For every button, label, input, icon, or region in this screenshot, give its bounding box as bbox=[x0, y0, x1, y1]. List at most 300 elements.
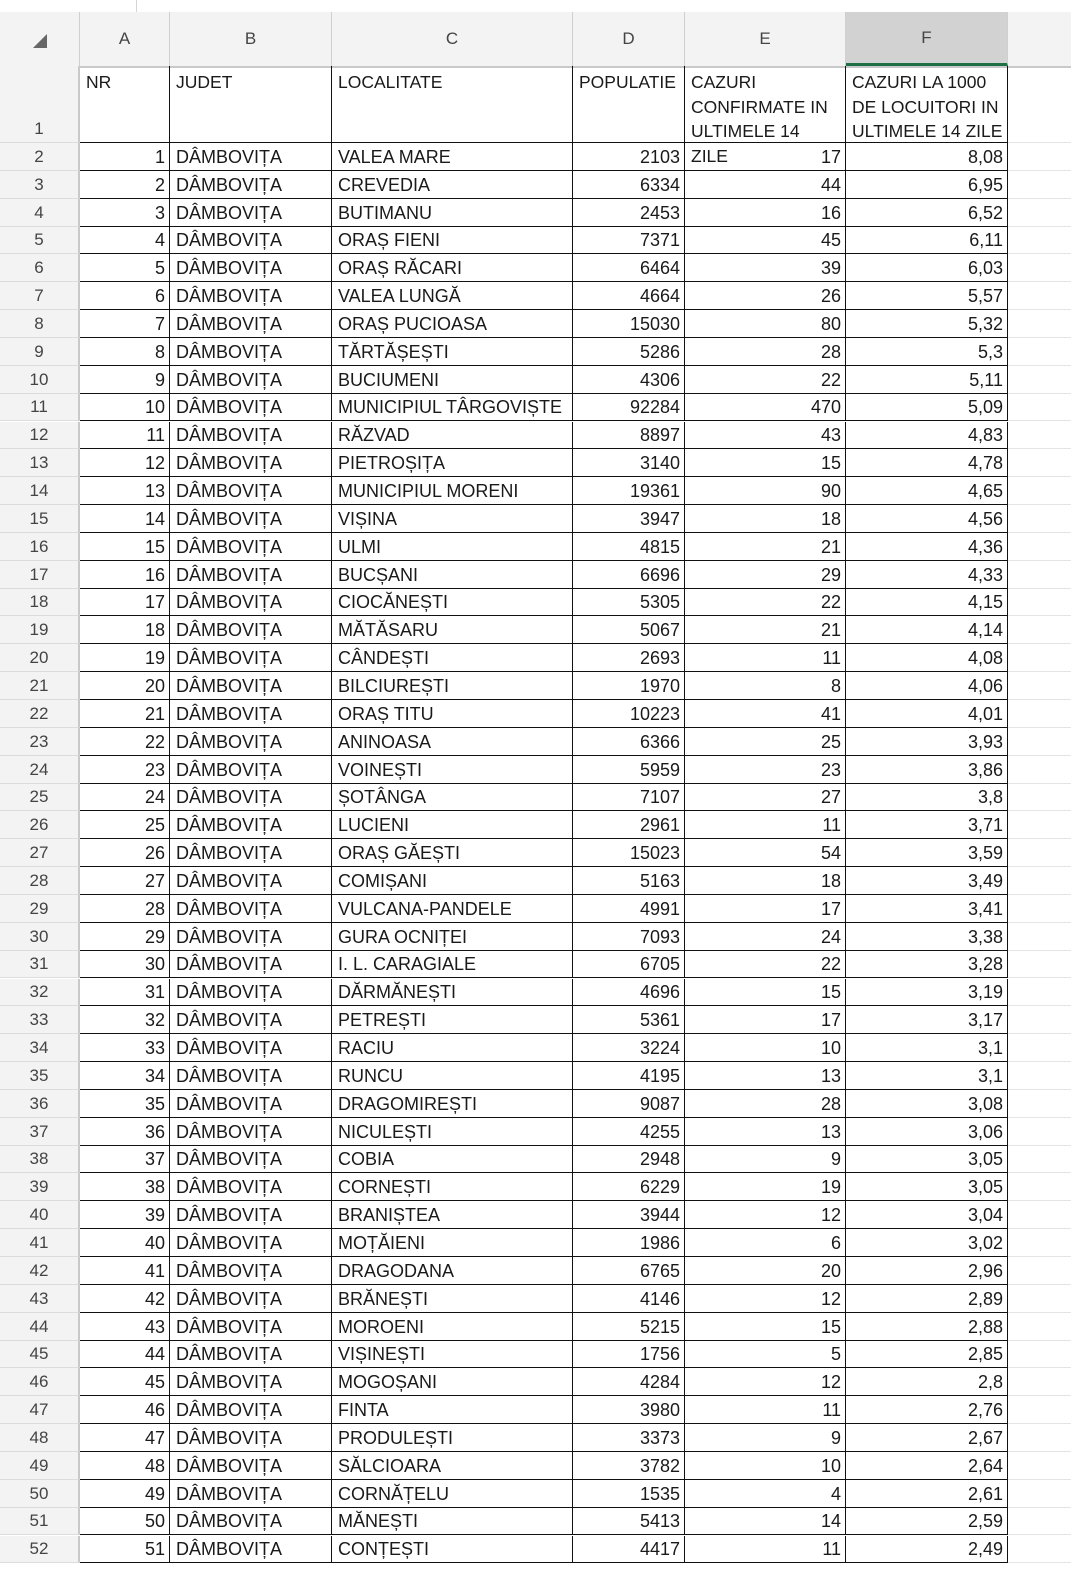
cell-populatie[interactable]: 7371 bbox=[573, 227, 685, 255]
cell-nr[interactable]: 44 bbox=[80, 1341, 170, 1369]
cell-nr[interactable]: 33 bbox=[80, 1034, 170, 1062]
empty-cell[interactable] bbox=[1008, 227, 1071, 255]
column-header-f[interactable]: F bbox=[846, 12, 1008, 66]
cell-localitate[interactable]: ORAȘ FIENI bbox=[332, 227, 573, 255]
cell-judet[interactable]: DÂMBOVIȚA bbox=[170, 1090, 332, 1118]
cell-rata[interactable]: 5,57 bbox=[846, 282, 1008, 310]
cell-localitate[interactable]: ORAȘ GĂEȘTI bbox=[332, 839, 573, 867]
cell-populatie[interactable]: 8897 bbox=[573, 422, 685, 450]
cell-rata[interactable]: 3,05 bbox=[846, 1173, 1008, 1201]
cell-cazuri[interactable]: 45 bbox=[685, 227, 846, 255]
empty-cell[interactable] bbox=[1008, 143, 1071, 171]
cell-nr[interactable]: 30 bbox=[80, 951, 170, 979]
cell-populatie[interactable]: 15030 bbox=[573, 310, 685, 338]
cell-populatie[interactable]: 3140 bbox=[573, 449, 685, 477]
cell-judet[interactable]: DÂMBOVIȚA bbox=[170, 1536, 332, 1564]
cell-judet[interactable]: DÂMBOVIȚA bbox=[170, 338, 332, 366]
cell-localitate[interactable]: COMIȘANI bbox=[332, 867, 573, 895]
row-header[interactable]: 24 bbox=[0, 756, 80, 784]
column-header-b[interactable]: B bbox=[170, 12, 332, 66]
cell-cazuri[interactable]: 22 bbox=[685, 951, 846, 979]
cell-rata[interactable]: 3,86 bbox=[846, 756, 1008, 784]
cell-localitate[interactable]: MOGOȘANI bbox=[332, 1368, 573, 1396]
cell-judet[interactable]: DÂMBOVIȚA bbox=[170, 616, 332, 644]
cell-rata[interactable]: 4,06 bbox=[846, 672, 1008, 700]
cell-judet[interactable]: DÂMBOVIȚA bbox=[170, 839, 332, 867]
empty-cell[interactable] bbox=[1008, 672, 1071, 700]
empty-cell[interactable] bbox=[1008, 1006, 1071, 1034]
cell-populatie[interactable]: 5286 bbox=[573, 338, 685, 366]
cell-judet[interactable]: DÂMBOVIȚA bbox=[170, 394, 332, 422]
empty-cell[interactable] bbox=[1008, 1118, 1071, 1146]
cell-judet[interactable]: DÂMBOVIȚA bbox=[170, 589, 332, 617]
cell-populatie[interactable]: 5413 bbox=[573, 1508, 685, 1536]
cell-localitate[interactable]: DĂRMĂNEȘTI bbox=[332, 979, 573, 1007]
cell-cazuri[interactable]: 14 bbox=[685, 1508, 846, 1536]
cell-rata[interactable]: 2,61 bbox=[846, 1480, 1008, 1508]
empty-cell[interactable] bbox=[1008, 1257, 1071, 1285]
cell-localitate[interactable]: I. L. CARAGIALE bbox=[332, 951, 573, 979]
cell-rata[interactable]: 2,89 bbox=[846, 1285, 1008, 1313]
cell-nr[interactable]: 4 bbox=[80, 227, 170, 255]
empty-cell[interactable] bbox=[1008, 1341, 1071, 1369]
empty-cell[interactable] bbox=[1008, 1090, 1071, 1118]
cell-populatie[interactable]: 2453 bbox=[573, 199, 685, 227]
cell-populatie[interactable]: 4195 bbox=[573, 1062, 685, 1090]
cell-populatie[interactable]: 4417 bbox=[573, 1536, 685, 1564]
row-header[interactable]: 8 bbox=[0, 310, 80, 338]
cell-rata[interactable]: 2,8 bbox=[846, 1368, 1008, 1396]
empty-cell[interactable] bbox=[1008, 477, 1071, 505]
cell-localitate[interactable]: COBIA bbox=[332, 1146, 573, 1174]
cell-nr[interactable]: 29 bbox=[80, 923, 170, 951]
row-header[interactable]: 32 bbox=[0, 979, 80, 1007]
cell-nr[interactable]: 26 bbox=[80, 839, 170, 867]
cell-cazuri[interactable]: 22 bbox=[685, 366, 846, 394]
cell-rata[interactable]: 2,64 bbox=[846, 1452, 1008, 1480]
empty-cell[interactable] bbox=[1008, 1146, 1071, 1174]
cell-rata[interactable]: 3,05 bbox=[846, 1146, 1008, 1174]
cell-judet[interactable]: DÂMBOVIȚA bbox=[170, 1062, 332, 1090]
row-header[interactable]: 17 bbox=[0, 561, 80, 589]
cell-cazuri[interactable]: 54 bbox=[685, 839, 846, 867]
cell-judet[interactable]: DÂMBOVIȚA bbox=[170, 227, 332, 255]
row-header[interactable]: 22 bbox=[0, 700, 80, 728]
cell-nr[interactable]: 50 bbox=[80, 1508, 170, 1536]
cell-cazuri[interactable]: 470 bbox=[685, 394, 846, 422]
cell-judet[interactable]: DÂMBOVIȚA bbox=[170, 171, 332, 199]
cell-populatie[interactable]: 6229 bbox=[573, 1173, 685, 1201]
row-header[interactable]: 34 bbox=[0, 1034, 80, 1062]
cell-cazuri[interactable]: 10 bbox=[685, 1452, 846, 1480]
cell-nr[interactable]: 1 bbox=[80, 143, 170, 171]
cell-judet[interactable]: DÂMBOVIȚA bbox=[170, 477, 332, 505]
cell-nr[interactable]: 46 bbox=[80, 1396, 170, 1424]
cell-localitate[interactable]: RACIU bbox=[332, 1034, 573, 1062]
row-header[interactable]: 38 bbox=[0, 1146, 80, 1174]
empty-cell[interactable] bbox=[1008, 979, 1071, 1007]
cell-cazuri[interactable]: 18 bbox=[685, 505, 846, 533]
cell-nr[interactable]: 32 bbox=[80, 1006, 170, 1034]
cell-cazuri[interactable]: 27 bbox=[685, 784, 846, 812]
cell-rata[interactable]: 3,71 bbox=[846, 811, 1008, 839]
cell-cazuri[interactable]: 23 bbox=[685, 756, 846, 784]
cell-localitate[interactable]: TĂRTĂȘEȘTI bbox=[332, 338, 573, 366]
row-header[interactable]: 26 bbox=[0, 811, 80, 839]
cell-cazuri[interactable]: 13 bbox=[685, 1118, 846, 1146]
empty-cell[interactable] bbox=[1008, 561, 1071, 589]
cell-localitate[interactable]: CORNEȘTI bbox=[332, 1173, 573, 1201]
row-header[interactable]: 31 bbox=[0, 951, 80, 979]
cell-cazuri[interactable]: 6 bbox=[685, 1229, 846, 1257]
cell-localitate[interactable]: LUCIENI bbox=[332, 811, 573, 839]
empty-cell[interactable] bbox=[1008, 338, 1071, 366]
cell-localitate[interactable]: VIȘINA bbox=[332, 505, 573, 533]
empty-cell[interactable] bbox=[1008, 700, 1071, 728]
cell-judet[interactable]: DÂMBOVIȚA bbox=[170, 1480, 332, 1508]
row-header[interactable]: 7 bbox=[0, 282, 80, 310]
row-header[interactable]: 29 bbox=[0, 895, 80, 923]
cell-nr[interactable]: 43 bbox=[80, 1313, 170, 1341]
cell-populatie[interactable]: 4991 bbox=[573, 895, 685, 923]
row-header[interactable]: 27 bbox=[0, 839, 80, 867]
cell-judet[interactable]: DÂMBOVIȚA bbox=[170, 561, 332, 589]
cell-cazuri[interactable]: 16 bbox=[685, 199, 846, 227]
cell-rata[interactable]: 4,78 bbox=[846, 449, 1008, 477]
cell-nr[interactable]: 25 bbox=[80, 811, 170, 839]
empty-cell[interactable] bbox=[1008, 394, 1071, 422]
cell-judet[interactable]: DÂMBOVIȚA bbox=[170, 533, 332, 561]
cell-localitate[interactable]: BRĂNEȘTI bbox=[332, 1285, 573, 1313]
cell-cazuri[interactable]: 15 bbox=[685, 1313, 846, 1341]
cell-localitate[interactable]: ULMI bbox=[332, 533, 573, 561]
cell-judet[interactable]: DÂMBOVIȚA bbox=[170, 728, 332, 756]
cell-populatie[interactable]: 2948 bbox=[573, 1146, 685, 1174]
empty-cell[interactable] bbox=[1008, 1452, 1071, 1480]
cell-rata[interactable]: 6,95 bbox=[846, 171, 1008, 199]
cell-header-judet[interactable]: JUDET bbox=[170, 66, 332, 143]
cell-nr[interactable]: 22 bbox=[80, 728, 170, 756]
cell-nr[interactable]: 37 bbox=[80, 1146, 170, 1174]
cell-populatie[interactable]: 1535 bbox=[573, 1480, 685, 1508]
cell-rata[interactable]: 2,67 bbox=[846, 1424, 1008, 1452]
cell-judet[interactable]: DÂMBOVIȚA bbox=[170, 1006, 332, 1034]
cell-populatie[interactable]: 2693 bbox=[573, 644, 685, 672]
cell-populatie[interactable]: 1756 bbox=[573, 1341, 685, 1369]
cell-cazuri[interactable]: 25 bbox=[685, 728, 846, 756]
row-header[interactable]: 18 bbox=[0, 589, 80, 617]
cell-judet[interactable]: DÂMBOVIȚA bbox=[170, 867, 332, 895]
cell-rata[interactable]: 3,02 bbox=[846, 1229, 1008, 1257]
row-header[interactable]: 37 bbox=[0, 1118, 80, 1146]
empty-cell[interactable] bbox=[1008, 1313, 1071, 1341]
empty-cell[interactable] bbox=[1008, 310, 1071, 338]
cell-localitate[interactable]: ȘOTÂNGA bbox=[332, 784, 573, 812]
cell-localitate[interactable]: VULCANA-PANDELE bbox=[332, 895, 573, 923]
cell-rata[interactable]: 2,49 bbox=[846, 1536, 1008, 1564]
cell-nr[interactable]: 45 bbox=[80, 1368, 170, 1396]
cell-localitate[interactable]: RUNCU bbox=[332, 1062, 573, 1090]
cell-rata[interactable]: 5,09 bbox=[846, 394, 1008, 422]
cell-localitate[interactable]: VALEA MARE bbox=[332, 143, 573, 171]
cell-rata[interactable]: 3,17 bbox=[846, 1006, 1008, 1034]
cell-localitate[interactable]: BRANIȘTEA bbox=[332, 1201, 573, 1229]
cell-nr[interactable]: 42 bbox=[80, 1285, 170, 1313]
cell-populatie[interactable]: 5215 bbox=[573, 1313, 685, 1341]
row-header[interactable]: 45 bbox=[0, 1341, 80, 1369]
row-header[interactable]: 1 bbox=[0, 66, 80, 143]
cell-populatie[interactable]: 10223 bbox=[573, 700, 685, 728]
cell-localitate[interactable]: MOȚĂIENI bbox=[332, 1229, 573, 1257]
cell-cazuri[interactable]: 17 bbox=[685, 1006, 846, 1034]
cell-nr[interactable]: 12 bbox=[80, 449, 170, 477]
cell-nr[interactable]: 24 bbox=[80, 784, 170, 812]
cell-localitate[interactable]: CORNĂȚELU bbox=[332, 1480, 573, 1508]
cell-populatie[interactable]: 3782 bbox=[573, 1452, 685, 1480]
cell-judet[interactable]: DÂMBOVIȚA bbox=[170, 505, 332, 533]
cell-populatie[interactable]: 6366 bbox=[573, 728, 685, 756]
cell-rata[interactable]: 5,3 bbox=[846, 338, 1008, 366]
cell-rata[interactable]: 3,08 bbox=[846, 1090, 1008, 1118]
cell-judet[interactable]: DÂMBOVIȚA bbox=[170, 422, 332, 450]
row-header[interactable]: 42 bbox=[0, 1257, 80, 1285]
cell-cazuri[interactable]: 18 bbox=[685, 867, 846, 895]
cell-judet[interactable]: DÂMBOVIȚA bbox=[170, 644, 332, 672]
cell-localitate[interactable]: RĂZVAD bbox=[332, 422, 573, 450]
column-header-a[interactable]: A bbox=[80, 12, 170, 66]
row-header[interactable]: 25 bbox=[0, 784, 80, 812]
cell-nr[interactable]: 39 bbox=[80, 1201, 170, 1229]
cell-localitate[interactable]: MUNICIPIUL TÂRGOVIȘTE bbox=[332, 394, 573, 422]
empty-cell[interactable] bbox=[1008, 366, 1071, 394]
empty-cell[interactable] bbox=[1008, 951, 1071, 979]
cell-judet[interactable]: DÂMBOVIȚA bbox=[170, 282, 332, 310]
cell-rata[interactable]: 2,88 bbox=[846, 1313, 1008, 1341]
row-header[interactable]: 9 bbox=[0, 338, 80, 366]
cell-localitate[interactable]: VIȘINEȘTI bbox=[332, 1341, 573, 1369]
cell-judet[interactable]: DÂMBOVIȚA bbox=[170, 1452, 332, 1480]
cell-rata[interactable]: 3,28 bbox=[846, 951, 1008, 979]
cell-cazuri[interactable]: 12 bbox=[685, 1285, 846, 1313]
cell-populatie[interactable]: 3224 bbox=[573, 1034, 685, 1062]
cell-rata[interactable]: 2,85 bbox=[846, 1341, 1008, 1369]
cell-judet[interactable]: DÂMBOVIȚA bbox=[170, 1034, 332, 1062]
cell-nr[interactable]: 2 bbox=[80, 171, 170, 199]
cell-cazuri[interactable]: 11 bbox=[685, 1536, 846, 1564]
cell-populatie[interactable]: 4146 bbox=[573, 1285, 685, 1313]
cell-judet[interactable]: DÂMBOVIȚA bbox=[170, 895, 332, 923]
empty-cell[interactable] bbox=[1008, 1285, 1071, 1313]
cell-rata[interactable]: 3,04 bbox=[846, 1201, 1008, 1229]
cell-rata[interactable]: 3,38 bbox=[846, 923, 1008, 951]
cell-localitate[interactable]: CÂNDEȘTI bbox=[332, 644, 573, 672]
cell-localitate[interactable]: MĂNEȘTI bbox=[332, 1508, 573, 1536]
cell-rata[interactable]: 3,19 bbox=[846, 979, 1008, 1007]
row-header[interactable]: 20 bbox=[0, 644, 80, 672]
cell-rata[interactable]: 4,14 bbox=[846, 616, 1008, 644]
row-header[interactable]: 47 bbox=[0, 1396, 80, 1424]
empty-cell[interactable] bbox=[1008, 449, 1071, 477]
cell-cazuri[interactable]: 39 bbox=[685, 254, 846, 282]
cell-nr[interactable]: 28 bbox=[80, 895, 170, 923]
cell-rata[interactable]: 6,52 bbox=[846, 199, 1008, 227]
cell-rata[interactable]: 5,32 bbox=[846, 310, 1008, 338]
cell-cazuri[interactable]: 9 bbox=[685, 1146, 846, 1174]
cell-rata[interactable]: 3,59 bbox=[846, 839, 1008, 867]
cell-rata[interactable]: 3,1 bbox=[846, 1034, 1008, 1062]
cell-nr[interactable]: 38 bbox=[80, 1173, 170, 1201]
cell-judet[interactable]: DÂMBOVIȚA bbox=[170, 756, 332, 784]
cell-rata[interactable]: 3,41 bbox=[846, 895, 1008, 923]
cell-nr[interactable]: 19 bbox=[80, 644, 170, 672]
empty-cell[interactable] bbox=[1008, 923, 1071, 951]
cell-cazuri[interactable]: 20 bbox=[685, 1257, 846, 1285]
cell-nr[interactable]: 34 bbox=[80, 1062, 170, 1090]
cell-judet[interactable]: DÂMBOVIȚA bbox=[170, 923, 332, 951]
cell-localitate[interactable]: PETREȘTI bbox=[332, 1006, 573, 1034]
cell-populatie[interactable]: 5163 bbox=[573, 867, 685, 895]
cell-rata[interactable]: 5,11 bbox=[846, 366, 1008, 394]
row-header[interactable]: 13 bbox=[0, 449, 80, 477]
empty-cell[interactable] bbox=[1008, 1368, 1071, 1396]
empty-cell[interactable] bbox=[1008, 1034, 1071, 1062]
empty-cell[interactable] bbox=[1008, 199, 1071, 227]
row-header[interactable]: 10 bbox=[0, 366, 80, 394]
empty-cell[interactable] bbox=[1008, 171, 1071, 199]
cell-cazuri[interactable]: 28 bbox=[685, 1090, 846, 1118]
cell-cazuri[interactable]: 11 bbox=[685, 1396, 846, 1424]
cell-nr[interactable]: 18 bbox=[80, 616, 170, 644]
cell-rata[interactable]: 6,03 bbox=[846, 254, 1008, 282]
column-header-e[interactable]: E bbox=[685, 12, 846, 66]
row-header[interactable]: 14 bbox=[0, 477, 80, 505]
cell-nr[interactable]: 47 bbox=[80, 1424, 170, 1452]
cell-cazuri[interactable]: 17 bbox=[685, 895, 846, 923]
cell-populatie[interactable]: 5067 bbox=[573, 616, 685, 644]
cell-populatie[interactable]: 7107 bbox=[573, 784, 685, 812]
empty-cell[interactable] bbox=[1008, 1508, 1071, 1536]
cell-populatie[interactable]: 3944 bbox=[573, 1201, 685, 1229]
cell-localitate[interactable]: PRODULEȘTI bbox=[332, 1424, 573, 1452]
cell-localitate[interactable]: ANINOASA bbox=[332, 728, 573, 756]
cell-cazuri[interactable]: 44 bbox=[685, 171, 846, 199]
cell-localitate[interactable]: NICULEȘTI bbox=[332, 1118, 573, 1146]
row-header[interactable]: 5 bbox=[0, 227, 80, 255]
cell-judet[interactable]: DÂMBOVIȚA bbox=[170, 672, 332, 700]
empty-cell[interactable] bbox=[1008, 1201, 1071, 1229]
cell-populatie[interactable]: 92284 bbox=[573, 394, 685, 422]
cell-populatie[interactable]: 15023 bbox=[573, 839, 685, 867]
row-header[interactable]: 44 bbox=[0, 1313, 80, 1341]
cell-cazuri[interactable]: 24 bbox=[685, 923, 846, 951]
cell-nr[interactable]: 31 bbox=[80, 979, 170, 1007]
cell-populatie[interactable]: 4255 bbox=[573, 1118, 685, 1146]
cell-populatie[interactable]: 4696 bbox=[573, 979, 685, 1007]
cell-nr[interactable]: 48 bbox=[80, 1452, 170, 1480]
cell-populatie[interactable]: 2103 bbox=[573, 143, 685, 171]
cell-cazuri[interactable]: 15 bbox=[685, 449, 846, 477]
cell-populatie[interactable]: 4815 bbox=[573, 533, 685, 561]
cell-nr[interactable]: 13 bbox=[80, 477, 170, 505]
row-header[interactable]: 15 bbox=[0, 505, 80, 533]
cell-judet[interactable]: DÂMBOVIȚA bbox=[170, 1424, 332, 1452]
cell-rata[interactable]: 8,08 bbox=[846, 143, 1008, 171]
cell-localitate[interactable]: SĂLCIOARA bbox=[332, 1452, 573, 1480]
cell-judet[interactable]: DÂMBOVIȚA bbox=[170, 1508, 332, 1536]
cell-header-cazuri[interactable]: CAZURI CONFIRMATE IN ULTIMELE 14 ZILE bbox=[685, 66, 846, 143]
empty-cell[interactable] bbox=[1008, 811, 1071, 839]
cell-rata[interactable]: 3,1 bbox=[846, 1062, 1008, 1090]
cell-rata[interactable]: 4,15 bbox=[846, 589, 1008, 617]
cell-cazuri[interactable]: 10 bbox=[685, 1034, 846, 1062]
cell-judet[interactable]: DÂMBOVIȚA bbox=[170, 1173, 332, 1201]
cell-cazuri[interactable]: 13 bbox=[685, 1062, 846, 1090]
row-header[interactable]: 3 bbox=[0, 171, 80, 199]
empty-cell[interactable] bbox=[1008, 784, 1071, 812]
cell-nr[interactable]: 51 bbox=[80, 1536, 170, 1564]
cell-judet[interactable]: DÂMBOVIȚA bbox=[170, 254, 332, 282]
cell-localitate[interactable]: BUCIUMENI bbox=[332, 366, 573, 394]
row-header[interactable]: 11 bbox=[0, 394, 80, 422]
cell-rata[interactable]: 4,08 bbox=[846, 644, 1008, 672]
cell-judet[interactable]: DÂMBOVIȚA bbox=[170, 1368, 332, 1396]
empty-cell[interactable] bbox=[1008, 254, 1071, 282]
row-header[interactable]: 16 bbox=[0, 533, 80, 561]
empty-cell[interactable] bbox=[1008, 1229, 1071, 1257]
cell-judet[interactable]: DÂMBOVIȚA bbox=[170, 1229, 332, 1257]
cell-populatie[interactable]: 6334 bbox=[573, 171, 685, 199]
row-header[interactable]: 35 bbox=[0, 1062, 80, 1090]
row-header[interactable]: 52 bbox=[0, 1536, 80, 1564]
row-header[interactable]: 28 bbox=[0, 867, 80, 895]
cell-rata[interactable]: 4,36 bbox=[846, 533, 1008, 561]
cell-populatie[interactable]: 3373 bbox=[573, 1424, 685, 1452]
row-header[interactable]: 4 bbox=[0, 199, 80, 227]
cell-judet[interactable]: DÂMBOVIȚA bbox=[170, 784, 332, 812]
cell-judet[interactable]: DÂMBOVIȚA bbox=[170, 1201, 332, 1229]
cell-nr[interactable]: 5 bbox=[80, 254, 170, 282]
cell-populatie[interactable]: 5361 bbox=[573, 1006, 685, 1034]
cell-cazuri[interactable]: 41 bbox=[685, 700, 846, 728]
cell-nr[interactable]: 41 bbox=[80, 1257, 170, 1285]
cell-localitate[interactable]: BILCIUREȘTI bbox=[332, 672, 573, 700]
column-header-d[interactable]: D bbox=[573, 12, 685, 66]
cell-rata[interactable]: 3,06 bbox=[846, 1118, 1008, 1146]
cell-nr[interactable]: 15 bbox=[80, 533, 170, 561]
cell-populatie[interactable]: 6696 bbox=[573, 561, 685, 589]
cell-populatie[interactable]: 4664 bbox=[573, 282, 685, 310]
row-header[interactable]: 21 bbox=[0, 672, 80, 700]
cell-rata[interactable]: 3,49 bbox=[846, 867, 1008, 895]
cell-judet[interactable]: DÂMBOVIȚA bbox=[170, 1146, 332, 1174]
row-header[interactable]: 50 bbox=[0, 1480, 80, 1508]
cell-localitate[interactable]: MUNICIPIUL MORENI bbox=[332, 477, 573, 505]
empty-cell[interactable] bbox=[1008, 616, 1071, 644]
empty-cell[interactable] bbox=[1008, 1480, 1071, 1508]
row-header[interactable]: 41 bbox=[0, 1229, 80, 1257]
empty-cell[interactable] bbox=[1008, 1396, 1071, 1424]
cell-cazuri[interactable]: 5 bbox=[685, 1341, 846, 1369]
cell-cazuri[interactable]: 4 bbox=[685, 1480, 846, 1508]
cell-cazuri[interactable]: 11 bbox=[685, 811, 846, 839]
cell-localitate[interactable]: DRAGOMIREȘTI bbox=[332, 1090, 573, 1118]
cell-cazuri[interactable]: 43 bbox=[685, 422, 846, 450]
cell-localitate[interactable]: VOINEȘTI bbox=[332, 756, 573, 784]
cell-nr[interactable]: 35 bbox=[80, 1090, 170, 1118]
cell-cazuri[interactable]: 15 bbox=[685, 979, 846, 1007]
cell-localitate[interactable]: ORAȘ TITU bbox=[332, 700, 573, 728]
empty-cell[interactable] bbox=[1008, 644, 1071, 672]
